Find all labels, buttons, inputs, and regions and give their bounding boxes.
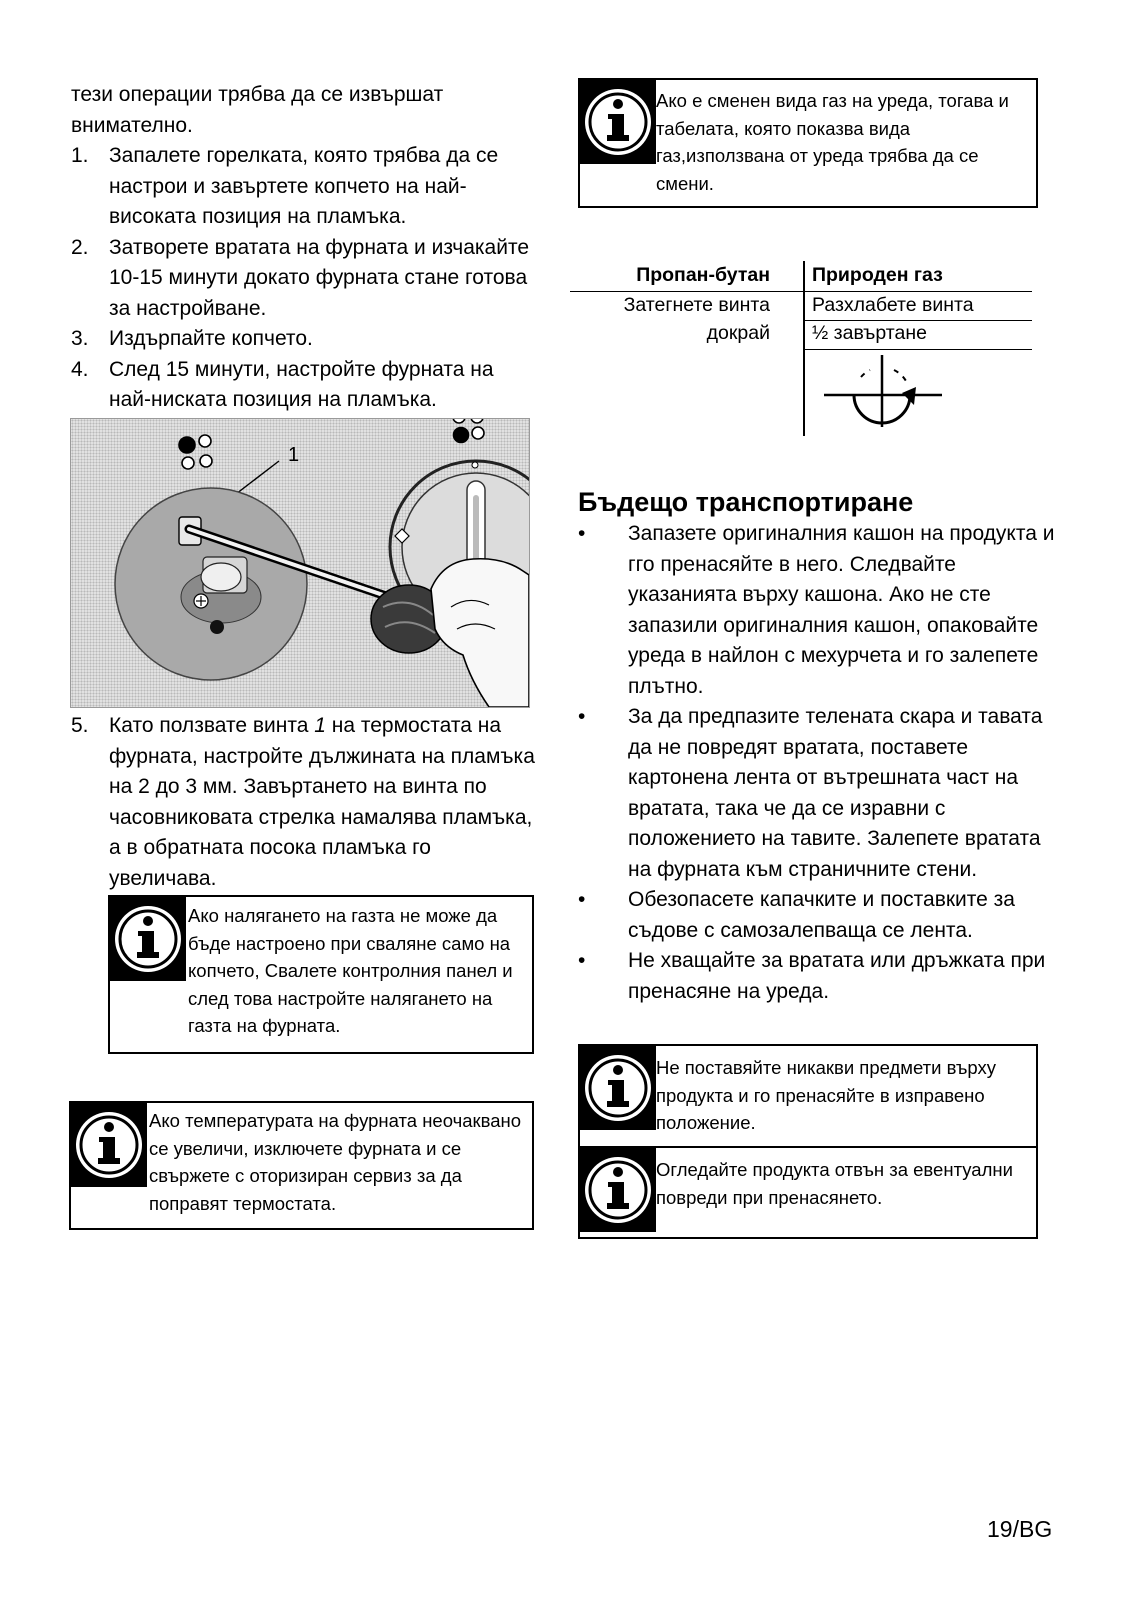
header-propane: Пропан-бутан (636, 264, 770, 286)
screwdriver-illustration (71, 419, 529, 707)
natural-instruction-line2: ½ завъртане (812, 322, 927, 344)
info-box-upright (578, 1044, 1038, 1148)
burner-symbol-right (453, 419, 484, 443)
bullet-item (578, 946, 1058, 1007)
bullet-item (578, 702, 1058, 885)
info-icon (580, 1046, 656, 1130)
callout-label: 1 (288, 444, 300, 466)
propane-instruction-line2: докрай (706, 322, 770, 344)
bullet-item (578, 519, 1058, 702)
step-5 (71, 711, 541, 894)
info-box-inspect (578, 1146, 1038, 1239)
bullet-text: Запазете оригиналния кашон на продукта и гго пренасяйте в него. Следвайте указанията върху кашона. Ако не сте запазили оригиналния кашон, опаковайте уреда в найлон с мехурчета и го залепете плътно. (628, 522, 1055, 698)
info-text: Не поставяйте никакви предмети върху продукта и го пренасяйте в изправено положение. (656, 1057, 996, 1133)
info-icon (580, 80, 656, 164)
step-text: Издърпайте копчето. (109, 327, 313, 350)
transport-bullets (578, 519, 1058, 1007)
adjustment-steps (71, 141, 531, 416)
half-turn-icon (810, 353, 950, 435)
step-text: Затворете вратата на фурната и изчакайте 10-15 минути докато фурната стане готова за настройване. (109, 235, 529, 320)
hand (431, 559, 529, 707)
bullet-dot: • (578, 949, 586, 972)
step-1 (71, 141, 531, 233)
bullet-text: За да предпазите телената скара и тавата да не повредят вратата, поставете картонена лента от вътрешната част на вратата, така че да се изравни с положението на тавите. Залепете вратата на фурната към страничните стени. (628, 705, 1043, 881)
info-text: Ако температурата на фурната неочаквано се увеличи, изключете фурната и се свържете с оторизиран сервиз за да поправят термостата. (149, 1110, 522, 1214)
bullet-text: Не хващайте за вратата или дръжката при пренасяне на уреда. (628, 949, 1046, 1003)
step-4 (71, 355, 531, 416)
bullet-dot: • (578, 888, 586, 911)
bullet-text: Обезопасете капачките и поставките за съдове с самозалепваща се лента. (628, 888, 1015, 942)
adjustment-step-5 (71, 711, 541, 894)
natural-instruction-line1: Разхлабете винта (812, 294, 974, 316)
section-heading: Бъдещо транспортиране (578, 487, 914, 517)
bullet-item (578, 885, 1058, 946)
thermostat-screw-illustration (70, 418, 530, 708)
header-natural-gas: Природен газ (812, 264, 943, 286)
page-number: 19/BG (987, 1516, 1053, 1542)
gas-adjustment-table (570, 261, 1034, 436)
step-3 (71, 324, 531, 355)
info-text: Ако е сменен вида газ на уреда, тогава и табелата, която показва вида газ,използвана от уреда трябва да се смени. (656, 90, 1009, 194)
info-text: Ако налягането на газта не може да бъде настроено при сваляне само на копчето, Свалете контролния панел и след това настройте налягането на газта на фурната. (188, 905, 513, 1036)
step-number: 5. (71, 714, 89, 737)
propane-instruction-line1: Затегнете винта (623, 294, 770, 316)
left-column (71, 80, 531, 416)
step-text: След 15 минути, настройте фурната на най-ниската позиция на пламъка. (109, 357, 494, 411)
step-2 (71, 233, 531, 325)
step-number: 1. (71, 144, 89, 167)
step-text: Запалете горелката, която трябва да се настрои и завъртете копчето на най-високата позиция на пламъка. (109, 144, 499, 228)
step-text-part2: на термостата на фурната, настройте дължината на пламъка на 2 до 3 мм. Завъртането на винта по часовниковата стрелка намалява пламъка, а в обратната посока пламъка го увеличава. (109, 714, 535, 890)
info-text: Огледайте продукта отвън за евентуални повреди при пренасянето. (656, 1159, 1013, 1208)
step-number: 3. (71, 327, 89, 350)
step-number: 4. (71, 357, 89, 381)
intro-text: тези операции трябва да се извършат внимателно. (71, 83, 444, 137)
bullet-dot: • (578, 705, 586, 728)
bullet-dot: • (578, 522, 586, 545)
info-icon (110, 897, 186, 981)
info-icon (71, 1103, 147, 1187)
screw-reference: 1 (314, 714, 326, 737)
info-box-gas-type (578, 78, 1038, 208)
info-box-gas-pressure (108, 895, 534, 1054)
burner-symbol-left (179, 435, 212, 469)
step-text-part1: Като ползвате винта (109, 714, 315, 737)
step-number: 2. (71, 235, 89, 259)
info-box-temperature (69, 1101, 534, 1230)
info-icon (580, 1148, 656, 1232)
